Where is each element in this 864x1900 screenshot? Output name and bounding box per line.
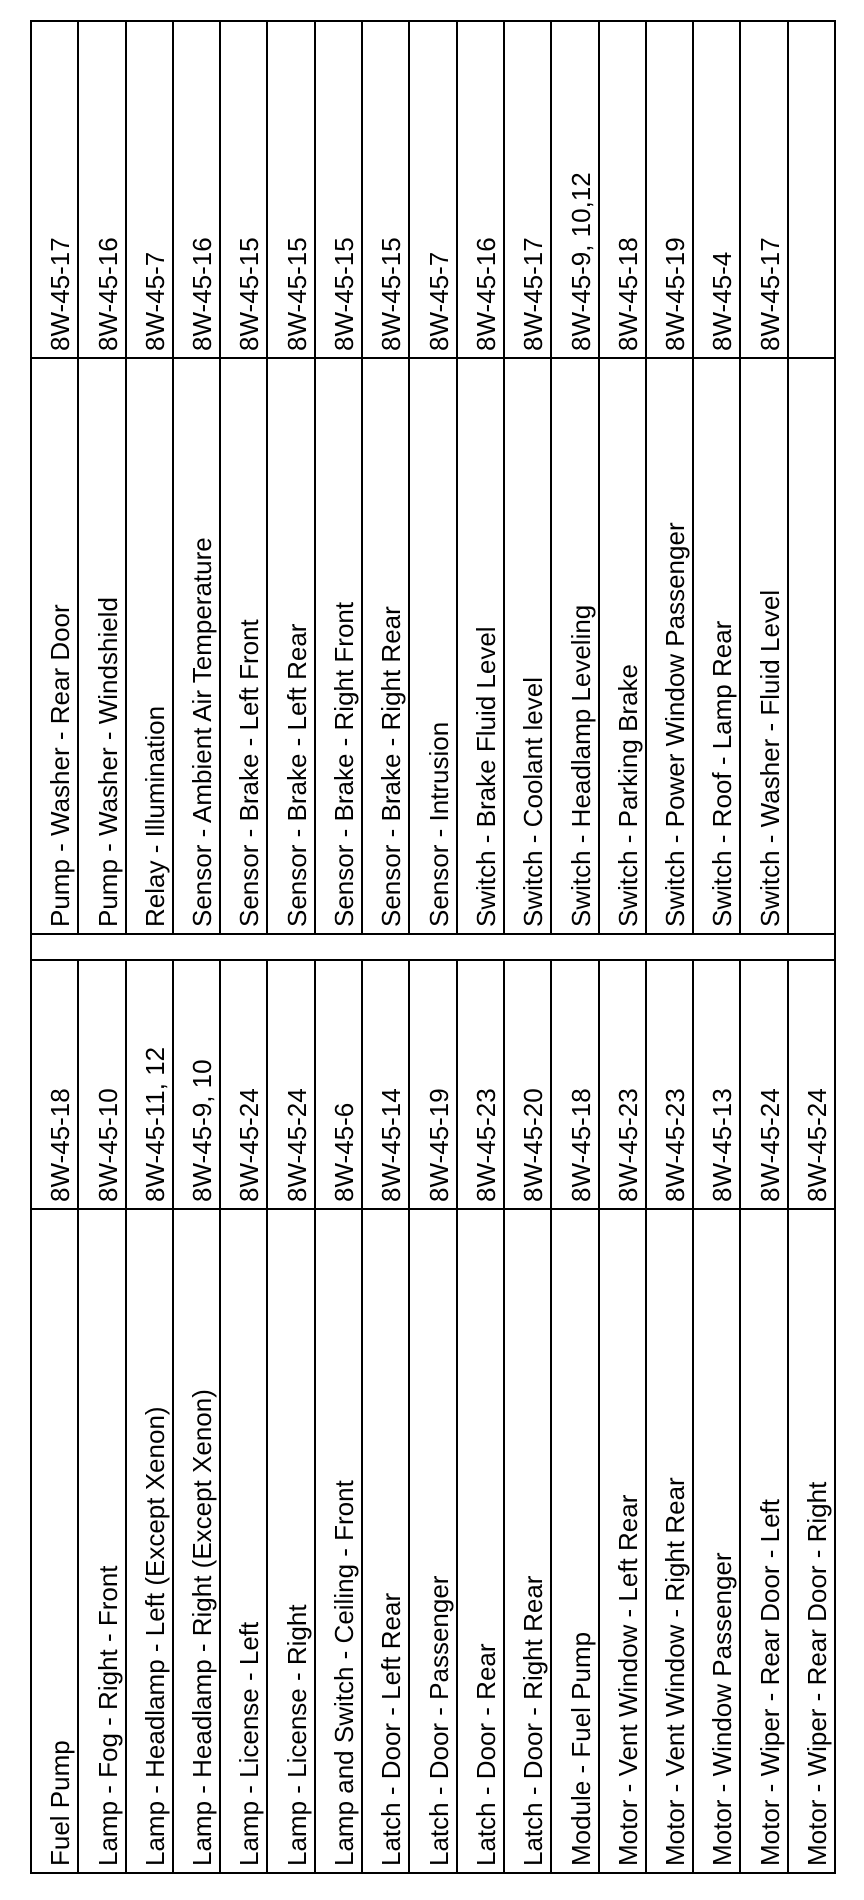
page-reference-cell: 8W-45-7 xyxy=(423,251,454,351)
page-reference-cell: 8W-45-9, 10 xyxy=(187,1059,218,1202)
page-reference-cell: 8W-45-17 xyxy=(45,237,76,351)
component-index-table-left xyxy=(30,959,836,1874)
table-row xyxy=(741,22,788,933)
component-name-cell: Motor - Vent Window - Left Rear xyxy=(600,1208,645,1872)
component-name-cell: Sensor - Brake - Left Front xyxy=(221,357,266,933)
component-name-cell: Lamp - Fog - Right - Front xyxy=(79,1208,124,1872)
table-row xyxy=(647,961,694,1872)
page-reference-cell: 8W-45-6 xyxy=(329,1102,360,1202)
table-row xyxy=(789,22,834,933)
component-name-cell: Lamp - License - Right xyxy=(268,1208,313,1872)
page-reference-cell: 8W-45-16 xyxy=(92,237,123,351)
page-reference-cell: 8W-45-14 xyxy=(376,1088,407,1202)
component-name-cell: Lamp - Headlamp - Right (Except Xenon) xyxy=(174,1208,219,1872)
table-divider xyxy=(30,935,836,959)
page-reference-cell: 8W-45-18 xyxy=(45,1088,76,1202)
table-row xyxy=(694,22,741,933)
component-name-cell: Switch - Parking Brake xyxy=(600,357,645,933)
page-reference-cell: 8W-45-18 xyxy=(612,237,643,351)
page-reference-cell: 8W-45-19 xyxy=(423,1088,454,1202)
component-name-cell: Fuel Pump xyxy=(32,1208,77,1872)
component-name-cell: Sensor - Brake - Right Rear xyxy=(363,357,408,933)
page-reference-cell: 8W-45-15 xyxy=(329,237,360,351)
table-row xyxy=(600,961,647,1872)
component-name-cell: Latch - Door - Left Rear xyxy=(363,1208,408,1872)
page-reference-cell: 8W-45-10 xyxy=(92,1088,123,1202)
page-reference-cell: 8W-45-24 xyxy=(802,1088,833,1202)
table-row xyxy=(268,22,315,933)
page-reference-cell: 8W-45-23 xyxy=(612,1088,643,1202)
component-name-cell: Switch - Washer - Fluid Level xyxy=(741,357,786,933)
table-row xyxy=(316,22,363,933)
table-row xyxy=(79,961,126,1872)
component-name-cell: Pump - Washer - Rear Door xyxy=(32,357,77,933)
component-index-table-right xyxy=(30,20,836,935)
table-row xyxy=(505,961,552,1872)
component-name-cell: Switch - Power Window Passenger xyxy=(647,357,692,933)
component-name-cell: Sensor - Brake - Right Front xyxy=(316,357,361,933)
page-reference-cell: 8W-45-15 xyxy=(234,237,265,351)
component-name-cell: Latch - Door - Rear xyxy=(458,1208,503,1872)
component-name-cell: Sensor - Brake - Left Rear xyxy=(268,357,313,933)
table-row xyxy=(552,961,599,1872)
table-row xyxy=(221,961,268,1872)
table-row xyxy=(316,961,363,1872)
component-name-cell: Switch - Headlamp Leveling xyxy=(552,357,597,933)
component-name-cell: Switch - Roof - Lamp Rear xyxy=(694,357,739,933)
component-name-cell: Motor - Wiper - Rear Door - Left xyxy=(741,1208,786,1872)
page-reference-cell: 8W-45-16 xyxy=(470,237,501,351)
table-row xyxy=(552,22,599,933)
table-row xyxy=(647,22,694,933)
page-reference-cell: 8W-45-24 xyxy=(281,1088,312,1202)
page-reference-cell: 8W-45-18 xyxy=(565,1088,596,1202)
page-reference-cell: 8W-45-9, 10,12 xyxy=(565,172,596,351)
page-reference-cell: 8W-45-17 xyxy=(754,237,785,351)
page-reference-cell: 8W-45-11, 12 xyxy=(139,1046,170,1202)
page-reference-cell: 8W-45-23 xyxy=(470,1088,501,1202)
component-name-cell: Motor - Wiper - Rear Door - Right xyxy=(789,1208,834,1872)
component-name-cell: Lamp and Switch - Ceiling - Front xyxy=(316,1208,361,1872)
component-name-cell: Lamp - Headlamp - Left (Except Xenon) xyxy=(127,1208,172,1872)
component-name-cell: Switch - Coolant level xyxy=(505,357,550,933)
component-name-cell: Sensor - Intrusion xyxy=(410,357,455,933)
table-row xyxy=(268,961,315,1872)
page-reference-cell: 8W-45-15 xyxy=(376,237,407,351)
table-row xyxy=(410,961,457,1872)
rotated-document xyxy=(30,20,836,1874)
page-reference-cell: 8W-45-23 xyxy=(660,1088,691,1202)
component-name-cell: Switch - Brake Fluid Level xyxy=(458,357,503,933)
table-row xyxy=(32,22,79,933)
table-row xyxy=(694,961,741,1872)
table-row xyxy=(221,22,268,933)
table-row xyxy=(789,961,834,1872)
table-row xyxy=(127,22,174,933)
table-row xyxy=(600,22,647,933)
component-name-cell: Lamp - License - Left xyxy=(221,1208,266,1872)
component-name-cell: Latch - Door - Right Rear xyxy=(505,1208,550,1872)
component-name-cell: Pump - Washer - Windshield xyxy=(79,357,124,933)
page-reference-cell: 8W-45-19 xyxy=(660,237,691,351)
component-name-cell: Relay - Illumination xyxy=(127,357,172,933)
page-reference-cell: 8W-45-20 xyxy=(518,1088,549,1202)
page-reference-cell: 8W-45-24 xyxy=(754,1088,785,1202)
page-reference-cell: 8W-45-4 xyxy=(707,251,738,351)
page-reference-cell: 8W-45-7 xyxy=(139,251,170,351)
component-name-cell: Module - Fuel Pump xyxy=(552,1208,597,1872)
component-name-cell: Latch - Door - Passenger xyxy=(410,1208,455,1872)
table-row xyxy=(174,22,221,933)
table-row xyxy=(741,961,788,1872)
page-reference-cell: 8W-45-16 xyxy=(187,237,218,351)
table-row xyxy=(32,961,79,1872)
page-reference-cell xyxy=(789,22,834,357)
page-reference-cell: 8W-45-13 xyxy=(707,1088,738,1202)
table-row xyxy=(458,961,505,1872)
component-name-cell xyxy=(789,357,834,933)
table-row xyxy=(505,22,552,933)
page-reference-cell: 8W-45-24 xyxy=(234,1088,265,1202)
table-row xyxy=(79,22,126,933)
table-row xyxy=(174,961,221,1872)
table-row xyxy=(410,22,457,933)
page-reference-cell: 8W-45-15 xyxy=(281,237,312,351)
table-row xyxy=(363,22,410,933)
table-row xyxy=(127,961,174,1872)
page-reference-cell: 8W-45-17 xyxy=(518,237,549,351)
component-name-cell: Motor - Vent Window - Right Rear xyxy=(647,1208,692,1872)
table-row xyxy=(458,22,505,933)
component-name-cell: Sensor - Ambient Air Temperature xyxy=(174,357,219,933)
table-row xyxy=(363,961,410,1872)
component-name-cell: Motor - Window Passenger xyxy=(694,1208,739,1872)
index-sheet xyxy=(30,20,836,1874)
